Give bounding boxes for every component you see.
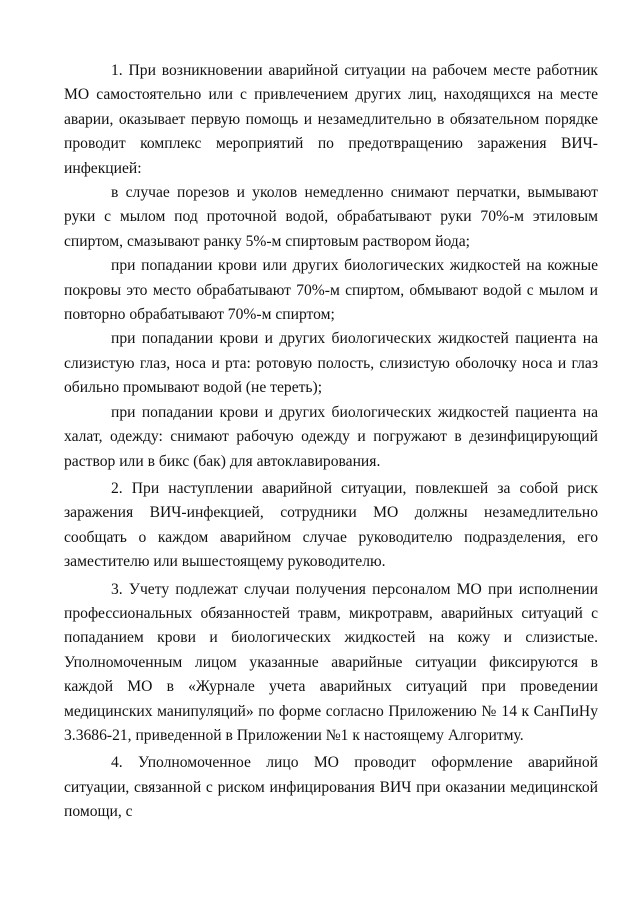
paragraph-clothing-contact: при попадании крови и других биологических жидкостей пациента на халат, одежду: снимают рабочую одежду и погружают в дезинфицирующий раствор или в бикс (бак) для автоклавирования. xyxy=(64,403,598,470)
paragraph-4-documentation: 4. Уполномоченное лицо МО проводит оформление аварийной ситуации, связанной с риском инфицирования ВИЧ при оказании медицинской помощи, с xyxy=(64,754,598,821)
paragraph-1-emergency-actions: 1. При возникновении аварийной ситуации на рабочем месте работник МО самостоятельно или с привлечением других лиц, находящихся на месте аварии, оказывает первую помощь и незамедлительно в обязательном порядке проводит комплекс мероприятий по предотвращению заражения ВИЧ-инфекцией: xyxy=(64,62,598,177)
document-page xyxy=(64,59,598,825)
paragraph-3-registration: 3. Учету подлежат случаи получения персоналом МО при исполнении профессиональных обязанностей травм, микротравм, аварийных ситуаций с попаданием крови и биологических жидкостей на кожу и слизистые. Уполномоченным лицом указанные аварийные ситуации фиксируются в каждой МО в «Журнале учета аварийных ситуаций при проведении медицинских манипуляций» по форме согласно Приложению № 14 к СанПиНу 3.3686-21, приведенной в Приложении №1 к настоящему Алгоритму. xyxy=(64,580,598,744)
paragraph-cuts-and-punctures: в случае порезов и уколов немедленно снимают перчатки, вымывают руки с мылом под проточной водой, обрабатывают руки 70%-м этиловым спиртом, смазывают ранку 5%-м спиртовым раствором йода; xyxy=(64,184,598,250)
paragraph-2-reporting: 2. При наступлении аварийной ситуации, повлекшей за собой риск заражения ВИЧ-инфекцией, сотрудники МО должны незамедлительно сообщать о каждом аварийном случае руководителю подразделения, его заместителю или вышестоящему руководителю. xyxy=(64,479,598,571)
paragraph-skin-contact: при попадании крови или других биологических жидкостей на кожные покровы это место обрабатывают 70%-м спиртом, обмывают водой с мылом и повторно обрабатывают 70%-м спиртом; xyxy=(64,257,598,324)
paragraph-mucosa-contact: при попадании крови и других биологических жидкостей пациента на слизистую глаз, носа и рта: ротовую полость, слизистую оболочку носа и глаз обильно промывают водой (не тереть); xyxy=(64,330,598,397)
